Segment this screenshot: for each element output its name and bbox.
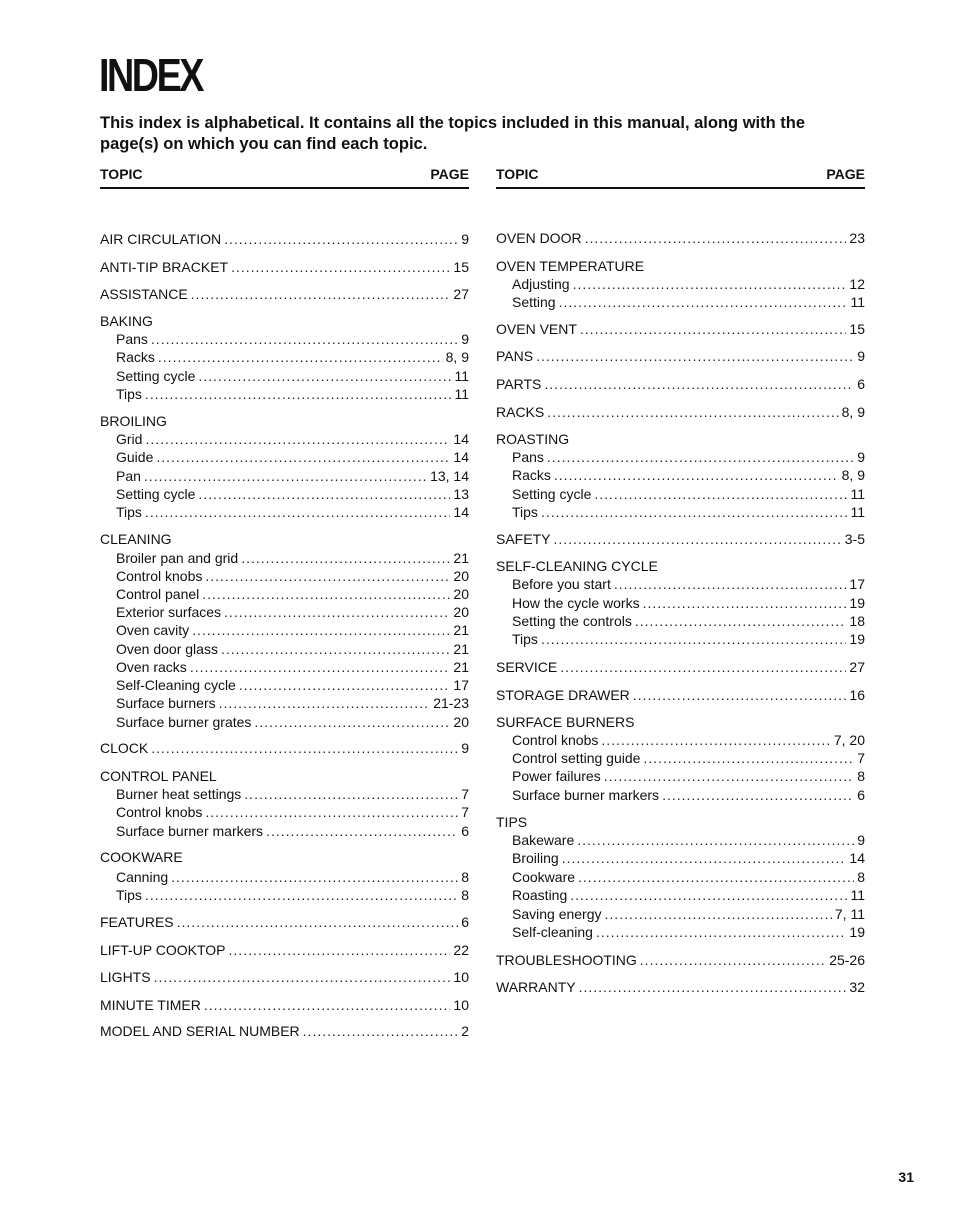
index-subentry: [116, 467, 469, 485]
entry-page: 12: [849, 276, 865, 292]
index-subentry: [116, 485, 469, 503]
index-subentry: [512, 485, 865, 503]
index-entry: [496, 347, 865, 365]
index-entry: [496, 951, 865, 969]
index-entry: [496, 978, 865, 996]
entry-topic: Tips: [116, 386, 142, 402]
index-subentry: [116, 603, 469, 621]
index-subentry: [116, 694, 469, 712]
entry-topic: FEATURES: [100, 914, 174, 930]
entry-topic: PANS: [496, 348, 534, 364]
index-entry: [100, 913, 469, 931]
entry-topic: MODEL AND SERIAL NUMBER: [100, 1023, 300, 1039]
entry-topic: Pans: [512, 449, 544, 465]
index-subentry: [512, 466, 865, 484]
entry-topic: Pan: [116, 468, 141, 484]
dot-leader: [151, 739, 458, 757]
index-entry: [496, 813, 865, 831]
dot-leader: [171, 868, 458, 886]
entry-topic: Burner heat settings: [116, 786, 242, 802]
dot-leader: [177, 913, 459, 931]
index-subentry: [116, 503, 469, 521]
entry-page: 14: [453, 504, 469, 520]
entry-page: 3-5: [844, 531, 865, 547]
index-subentry: [116, 367, 469, 385]
entry-topic: Oven cavity: [116, 622, 190, 638]
dot-leader: [221, 640, 450, 658]
entry-page: 11: [850, 486, 865, 502]
entry-page: 27: [453, 286, 469, 302]
dot-leader: [158, 348, 443, 366]
index-entry: [100, 767, 469, 785]
entry-topic: Saving energy: [512, 906, 602, 922]
index-subentry: [512, 868, 865, 886]
index-subentry: [512, 575, 865, 593]
dot-leader: [573, 275, 847, 293]
entry-page: 9: [461, 231, 469, 247]
entry-topic: CLEANING: [100, 531, 172, 547]
entry-topic: Tips: [512, 504, 538, 520]
entry-page: 21-23: [433, 695, 469, 711]
entry-page: 32: [849, 979, 865, 995]
entry-topic: Adjusting: [512, 276, 570, 292]
dot-leader: [266, 822, 458, 840]
entry-page: 9: [857, 832, 865, 848]
entry-page: 6: [461, 823, 469, 839]
entry-topic: Control knobs: [116, 568, 203, 584]
dot-leader: [585, 229, 847, 247]
index-subentry: [116, 713, 469, 731]
entry-page: 10: [453, 969, 469, 985]
index-subentry: [512, 923, 865, 941]
entry-page: 19: [849, 631, 865, 647]
entry-topic: OVEN DOOR: [496, 230, 582, 246]
index-entry: [496, 257, 865, 275]
index-entry: [496, 686, 865, 704]
dot-leader: [579, 978, 847, 996]
dot-leader: [205, 803, 458, 821]
entry-topic: Surface burner markers: [116, 823, 264, 839]
dot-leader: [601, 731, 830, 749]
entry-topic: Setting the controls: [512, 613, 632, 629]
index-subentry: [512, 630, 865, 648]
entry-topic: PARTS: [496, 376, 542, 392]
entry-page: 7, 20: [833, 732, 865, 748]
entry-topic: Setting: [512, 294, 556, 310]
entry-topic: SURFACE BURNERS: [496, 714, 635, 730]
index-subentry: [512, 275, 865, 293]
entry-page: 9: [461, 331, 469, 347]
entry-topic: CLOCK: [100, 740, 149, 756]
entry-page: 11: [454, 368, 469, 384]
entry-page: 9: [461, 740, 469, 756]
index-subentry: [116, 785, 469, 803]
index-entry: [496, 557, 865, 575]
dot-leader: [633, 686, 847, 704]
dot-leader: [570, 886, 847, 904]
entry-topic: Tips: [116, 504, 142, 520]
index-subentry: [512, 786, 865, 804]
index-entry: [100, 1022, 469, 1040]
index-entry: [496, 403, 865, 421]
dot-leader: [547, 403, 838, 421]
dot-leader: [205, 567, 450, 585]
dot-leader: [594, 485, 847, 503]
entry-page: 13, 14: [430, 468, 469, 484]
entry-page: 21: [453, 641, 469, 657]
index-entry: [100, 848, 469, 866]
entry-page: 8: [461, 869, 469, 885]
dot-leader: [614, 575, 847, 593]
dot-leader: [151, 330, 458, 348]
dot-leader: [191, 285, 451, 303]
dot-leader: [560, 658, 846, 676]
page-header: PAGE: [826, 166, 865, 182]
entry-topic: Tips: [512, 631, 538, 647]
entry-topic: Power failures: [512, 768, 601, 784]
dot-leader: [577, 831, 854, 849]
entry-page: 17: [849, 576, 865, 592]
entry-page: 7: [461, 804, 469, 820]
entry-topic: ANTI-TIP BRACKET: [100, 259, 229, 275]
index-subentry: [512, 849, 865, 867]
entry-topic: Setting cycle: [116, 486, 196, 502]
dot-leader: [254, 713, 450, 731]
index-entry: [100, 941, 469, 959]
entry-topic: Racks: [116, 349, 155, 365]
entry-topic: CONTROL PANEL: [100, 768, 217, 784]
dot-leader: [635, 612, 847, 630]
dot-leader: [145, 385, 452, 403]
index-subentry: [512, 448, 865, 466]
dot-leader: [605, 905, 832, 923]
index-subentry: [116, 822, 469, 840]
index-entry: [100, 968, 469, 986]
entry-topic: RACKS: [496, 404, 545, 420]
entry-topic: STORAGE DRAWER: [496, 687, 630, 703]
entry-topic: Self-Cleaning cycle: [116, 677, 236, 693]
index-subentry: [116, 549, 469, 567]
entry-page: 6: [461, 914, 469, 930]
entry-page: 9: [857, 348, 865, 364]
index-entry: [100, 230, 469, 248]
entry-page: 27: [849, 659, 865, 675]
entry-topic: BROILING: [100, 413, 167, 429]
entry-topic: Self-cleaning: [512, 924, 593, 940]
index-subentry: [116, 676, 469, 694]
entry-topic: Pans: [116, 331, 148, 347]
index-entry: [100, 312, 469, 330]
index-subentry: [116, 567, 469, 585]
entry-topic: SELF-CLEANING CYCLE: [496, 558, 658, 574]
dot-leader: [544, 375, 854, 393]
entry-page: 8, 9: [445, 349, 469, 365]
index-subentry: [512, 594, 865, 612]
entry-page: 20: [453, 568, 469, 584]
entry-topic: Control knobs: [116, 804, 203, 820]
entry-topic: MINUTE TIMER: [100, 997, 201, 1013]
entry-page: 23: [849, 230, 865, 246]
dot-leader: [536, 347, 854, 365]
entry-topic: LIGHTS: [100, 969, 151, 985]
index-subentry: [116, 348, 469, 366]
intro-text: This index is alphabetical. It contains all the topics included in this manual, along with the page(s) on which you can find each topic.: [100, 114, 806, 153]
entry-topic: Canning: [116, 869, 169, 885]
page-title: INDEX: [99, 49, 202, 101]
dot-leader: [198, 485, 450, 503]
entry-topic: Setting cycle: [512, 486, 592, 502]
dot-leader: [541, 630, 846, 648]
entry-page: 6: [857, 376, 865, 392]
entry-page: 14: [453, 431, 469, 447]
dot-leader: [145, 886, 458, 904]
entry-page: 7, 11: [834, 906, 865, 922]
dot-leader: [144, 467, 427, 485]
topic-header: TOPIC: [496, 166, 539, 182]
dot-leader: [241, 549, 450, 567]
entry-page: 13: [453, 486, 469, 502]
entry-page: 8: [857, 768, 865, 784]
dot-leader: [224, 603, 450, 621]
entry-page: 20: [453, 586, 469, 602]
entry-topic: Tips: [116, 887, 142, 903]
dot-leader: [190, 658, 451, 676]
dot-leader: [156, 448, 450, 466]
entry-page: 2: [461, 1023, 469, 1039]
entry-page: 14: [453, 449, 469, 465]
dot-leader: [559, 293, 848, 311]
index-subentry: [512, 831, 865, 849]
entry-topic: Racks: [512, 467, 551, 483]
entry-page: 17: [453, 677, 469, 693]
entry-page: 19: [849, 924, 865, 940]
entry-topic: WARRANTY: [496, 979, 576, 995]
entry-topic: TIPS: [496, 814, 528, 830]
index-column-left: [100, 166, 470, 1039]
entry-topic: How the cycle works: [512, 595, 640, 611]
entry-topic: Broiler pan and grid: [116, 550, 239, 566]
dot-leader: [580, 320, 847, 338]
dot-leader: [239, 676, 451, 694]
entry-page: 20: [453, 714, 469, 730]
entry-topic: Control setting guide: [512, 750, 641, 766]
entry-page: 7: [461, 786, 469, 802]
index-subentry: [116, 640, 469, 658]
entry-topic: Exterior surfaces: [116, 604, 222, 620]
dot-leader: [145, 430, 450, 448]
entry-topic: LIFT-UP COOKTOP: [100, 942, 226, 958]
entry-page: 21: [453, 659, 469, 675]
page-number: 31: [898, 1169, 914, 1185]
dot-leader: [145, 503, 450, 521]
index-subentry: [116, 868, 469, 886]
index-subentry: [512, 731, 865, 749]
dot-leader: [229, 941, 451, 959]
entry-page: 11: [850, 504, 865, 520]
dot-leader: [553, 530, 841, 548]
index-subentry: [116, 330, 469, 348]
entry-topic: ASSISTANCE: [100, 286, 188, 302]
entry-page: 8: [857, 869, 865, 885]
entry-page: 14: [849, 850, 865, 866]
index-subentry: [512, 612, 865, 630]
index-entry: [496, 229, 865, 247]
entry-page: 16: [849, 687, 865, 703]
dot-leader: [643, 594, 847, 612]
topic-header: TOPIC: [100, 166, 143, 182]
page-header: PAGE: [430, 166, 469, 182]
entry-topic: Bakeware: [512, 832, 575, 848]
dot-leader: [640, 951, 826, 969]
entry-page: 19: [849, 595, 865, 611]
entry-topic: Broiling: [512, 850, 559, 866]
entry-topic: AIR CIRCULATION: [100, 231, 222, 247]
index-entry: [100, 996, 469, 1014]
entry-page: 8: [461, 887, 469, 903]
column-header: [100, 166, 469, 189]
index-entry: [100, 739, 469, 757]
index-subentry: [116, 658, 469, 676]
dot-leader: [578, 868, 854, 886]
entry-topic: OVEN VENT: [496, 321, 577, 337]
entry-topic: Cookware: [512, 869, 576, 885]
index-subentry: [512, 905, 865, 923]
dot-leader: [192, 621, 450, 639]
dot-leader: [662, 786, 854, 804]
entry-topic: Setting cycle: [116, 368, 196, 384]
index-subentry: [116, 621, 469, 639]
index-entry: [496, 375, 865, 393]
entry-page: 9: [857, 449, 865, 465]
index-subentry: [512, 503, 865, 521]
entry-page: 22: [453, 942, 469, 958]
index-entry: [496, 530, 865, 548]
entry-page: 18: [849, 613, 865, 629]
dot-leader: [303, 1022, 459, 1040]
index-subentry: [116, 585, 469, 603]
entry-topic: SERVICE: [496, 659, 558, 675]
entry-page: 7: [857, 750, 865, 766]
dot-leader: [219, 694, 431, 712]
entry-topic: Surface burners: [116, 695, 216, 711]
dot-leader: [547, 448, 854, 466]
index-entry: [100, 412, 469, 430]
entry-topic: ROASTING: [496, 431, 570, 447]
dot-leader: [562, 849, 847, 867]
entry-topic: Control panel: [116, 586, 200, 602]
dot-leader: [231, 258, 450, 276]
entry-page: 15: [453, 259, 469, 275]
entry-page: 8, 9: [841, 404, 865, 420]
index-subentry: [116, 430, 469, 448]
entry-topic: OVEN TEMPERATURE: [496, 258, 645, 274]
entry-page: 21: [453, 622, 469, 638]
entry-topic: Oven racks: [116, 659, 187, 675]
index-subentry: [512, 767, 865, 785]
dot-leader: [154, 968, 451, 986]
index-entry: [496, 430, 865, 448]
index-entry: [100, 530, 469, 548]
dot-leader: [202, 585, 450, 603]
dot-leader: [198, 367, 451, 385]
column-header: [496, 166, 865, 189]
entry-topic: Control knobs: [512, 732, 599, 748]
index-subentry: [512, 886, 865, 904]
index-subentry: [512, 749, 865, 767]
entry-topic: Roasting: [512, 887, 568, 903]
entry-topic: COOKWARE: [100, 849, 183, 865]
dot-leader: [244, 785, 458, 803]
entry-topic: Grid: [116, 431, 143, 447]
entry-topic: Surface burner grates: [116, 714, 252, 730]
index-subentry: [116, 803, 469, 821]
dot-leader: [604, 767, 855, 785]
entry-page: 15: [849, 321, 865, 337]
dot-leader: [541, 503, 848, 521]
index-entry: [100, 285, 469, 303]
index-subentry: [116, 886, 469, 904]
entry-page: 10: [453, 997, 469, 1013]
entry-topic: TROUBLESHOOTING: [496, 952, 637, 968]
entry-topic: Before you start: [512, 576, 611, 592]
entry-page: 25-26: [829, 952, 865, 968]
dot-leader: [643, 749, 854, 767]
entry-page: 11: [454, 386, 469, 402]
entry-page: 11: [850, 294, 865, 310]
entry-topic: SAFETY: [496, 531, 551, 547]
dot-leader: [596, 923, 846, 941]
index-entry: [496, 320, 865, 338]
dot-leader: [224, 230, 458, 248]
entry-page: 8, 9: [841, 467, 865, 483]
entry-page: 20: [453, 604, 469, 620]
entry-topic: Guide: [116, 449, 154, 465]
entry-page: 11: [850, 887, 865, 903]
entry-topic: BAKING: [100, 313, 153, 329]
entry-topic: Surface burner markers: [512, 787, 660, 803]
index-entry: [496, 713, 865, 731]
entry-page: 21: [453, 550, 469, 566]
index-subentry: [116, 448, 469, 466]
index-subentry: [512, 293, 865, 311]
entry-page: 6: [857, 787, 865, 803]
dot-leader: [554, 466, 839, 484]
index-entry: [496, 658, 865, 676]
entry-topic: Oven door glass: [116, 641, 218, 657]
index-subentry: [116, 385, 469, 403]
index-column-right: [496, 166, 866, 995]
dot-leader: [204, 996, 451, 1014]
index-entry: [100, 258, 469, 276]
